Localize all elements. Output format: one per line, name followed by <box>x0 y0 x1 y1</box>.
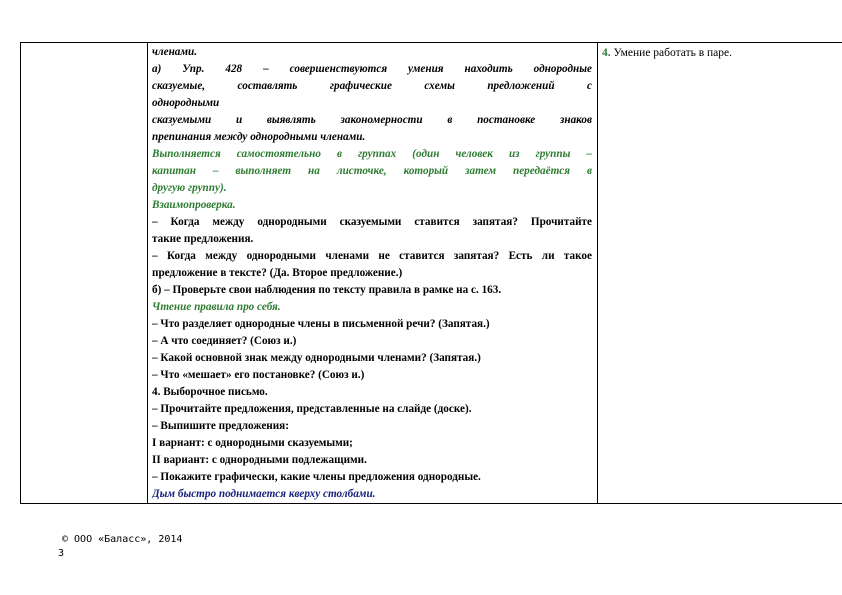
lesson-line: сказуемыми и выявлять закономерности в постановке знаков <box>152 114 592 126</box>
lesson-line: однородными <box>152 97 220 109</box>
lesson-line: членами. <box>152 46 198 58</box>
lesson-line: II вариант: с однородными подлежащими. <box>152 454 367 466</box>
lesson-table <box>20 42 842 504</box>
column-divider-1 <box>147 43 148 503</box>
lesson-line: такие предложения. <box>152 233 254 245</box>
page-number: 3 <box>58 548 65 559</box>
lesson-content-cell <box>152 44 592 503</box>
lesson-line: I вариант: с однородными сказуемыми; <box>152 437 353 449</box>
lesson-line: капитан – выполняет на листочке, который затем передаётся в <box>152 165 592 177</box>
column-divider-2 <box>597 43 598 503</box>
lesson-line: 4. Выборочное письмо. <box>152 386 268 398</box>
lesson-line: б) – Проверьте свои наблюдения по тексту правила в рамке на с. 163. <box>152 284 502 296</box>
competence-text: Умение работать в паре. <box>610 47 733 59</box>
lesson-line: а) Упр. 428 – совершенствуются умения находить однородные <box>152 63 592 75</box>
lesson-line: – Когда между однородными членами не ставится запятая? Есть ли такое <box>152 250 592 262</box>
lesson-line: – Когда между однородными сказуемыми ставится запятая? Прочитайте <box>152 216 592 228</box>
competence-cell <box>602 46 837 61</box>
lesson-line: – Выпишите предложения: <box>152 420 289 432</box>
footer-copyright: © ООО «Баласс», 2014 <box>62 534 183 545</box>
competence-number: 4. <box>602 47 611 59</box>
lesson-line: – Что «мешает» его постановке? (Союз и.) <box>152 369 365 381</box>
lesson-line: – А что соединяет? (Союз и.) <box>152 335 297 347</box>
lesson-line: – Какой основной знак между однородными членами? (Запятая.) <box>152 352 481 364</box>
lesson-line: – Что разделяет однородные члены в письменной речи? (Запятая.) <box>152 318 490 330</box>
lesson-line: препинания между однородными членами. <box>152 131 366 143</box>
lesson-line: – Покажите графически, какие члены предложения однородные. <box>152 471 481 483</box>
lesson-line: Чтение правила про себя. <box>152 301 281 313</box>
lesson-line: Дым быстро поднимается кверху столбами. <box>152 488 376 500</box>
lesson-line: Выполняется самостоятельно в группах (один человек из группы – <box>152 148 592 160</box>
lesson-line: Взаимопроверка. <box>152 199 236 211</box>
lesson-line: сказуемые, составлять графические схемы предложений с <box>152 80 592 92</box>
lesson-line: предложение в тексте? (Да. Второе предложение.) <box>152 267 403 279</box>
lesson-line: другую группу). <box>152 182 227 194</box>
lesson-line: – Прочитайте предложения, представленные на слайде (доске). <box>152 403 472 415</box>
